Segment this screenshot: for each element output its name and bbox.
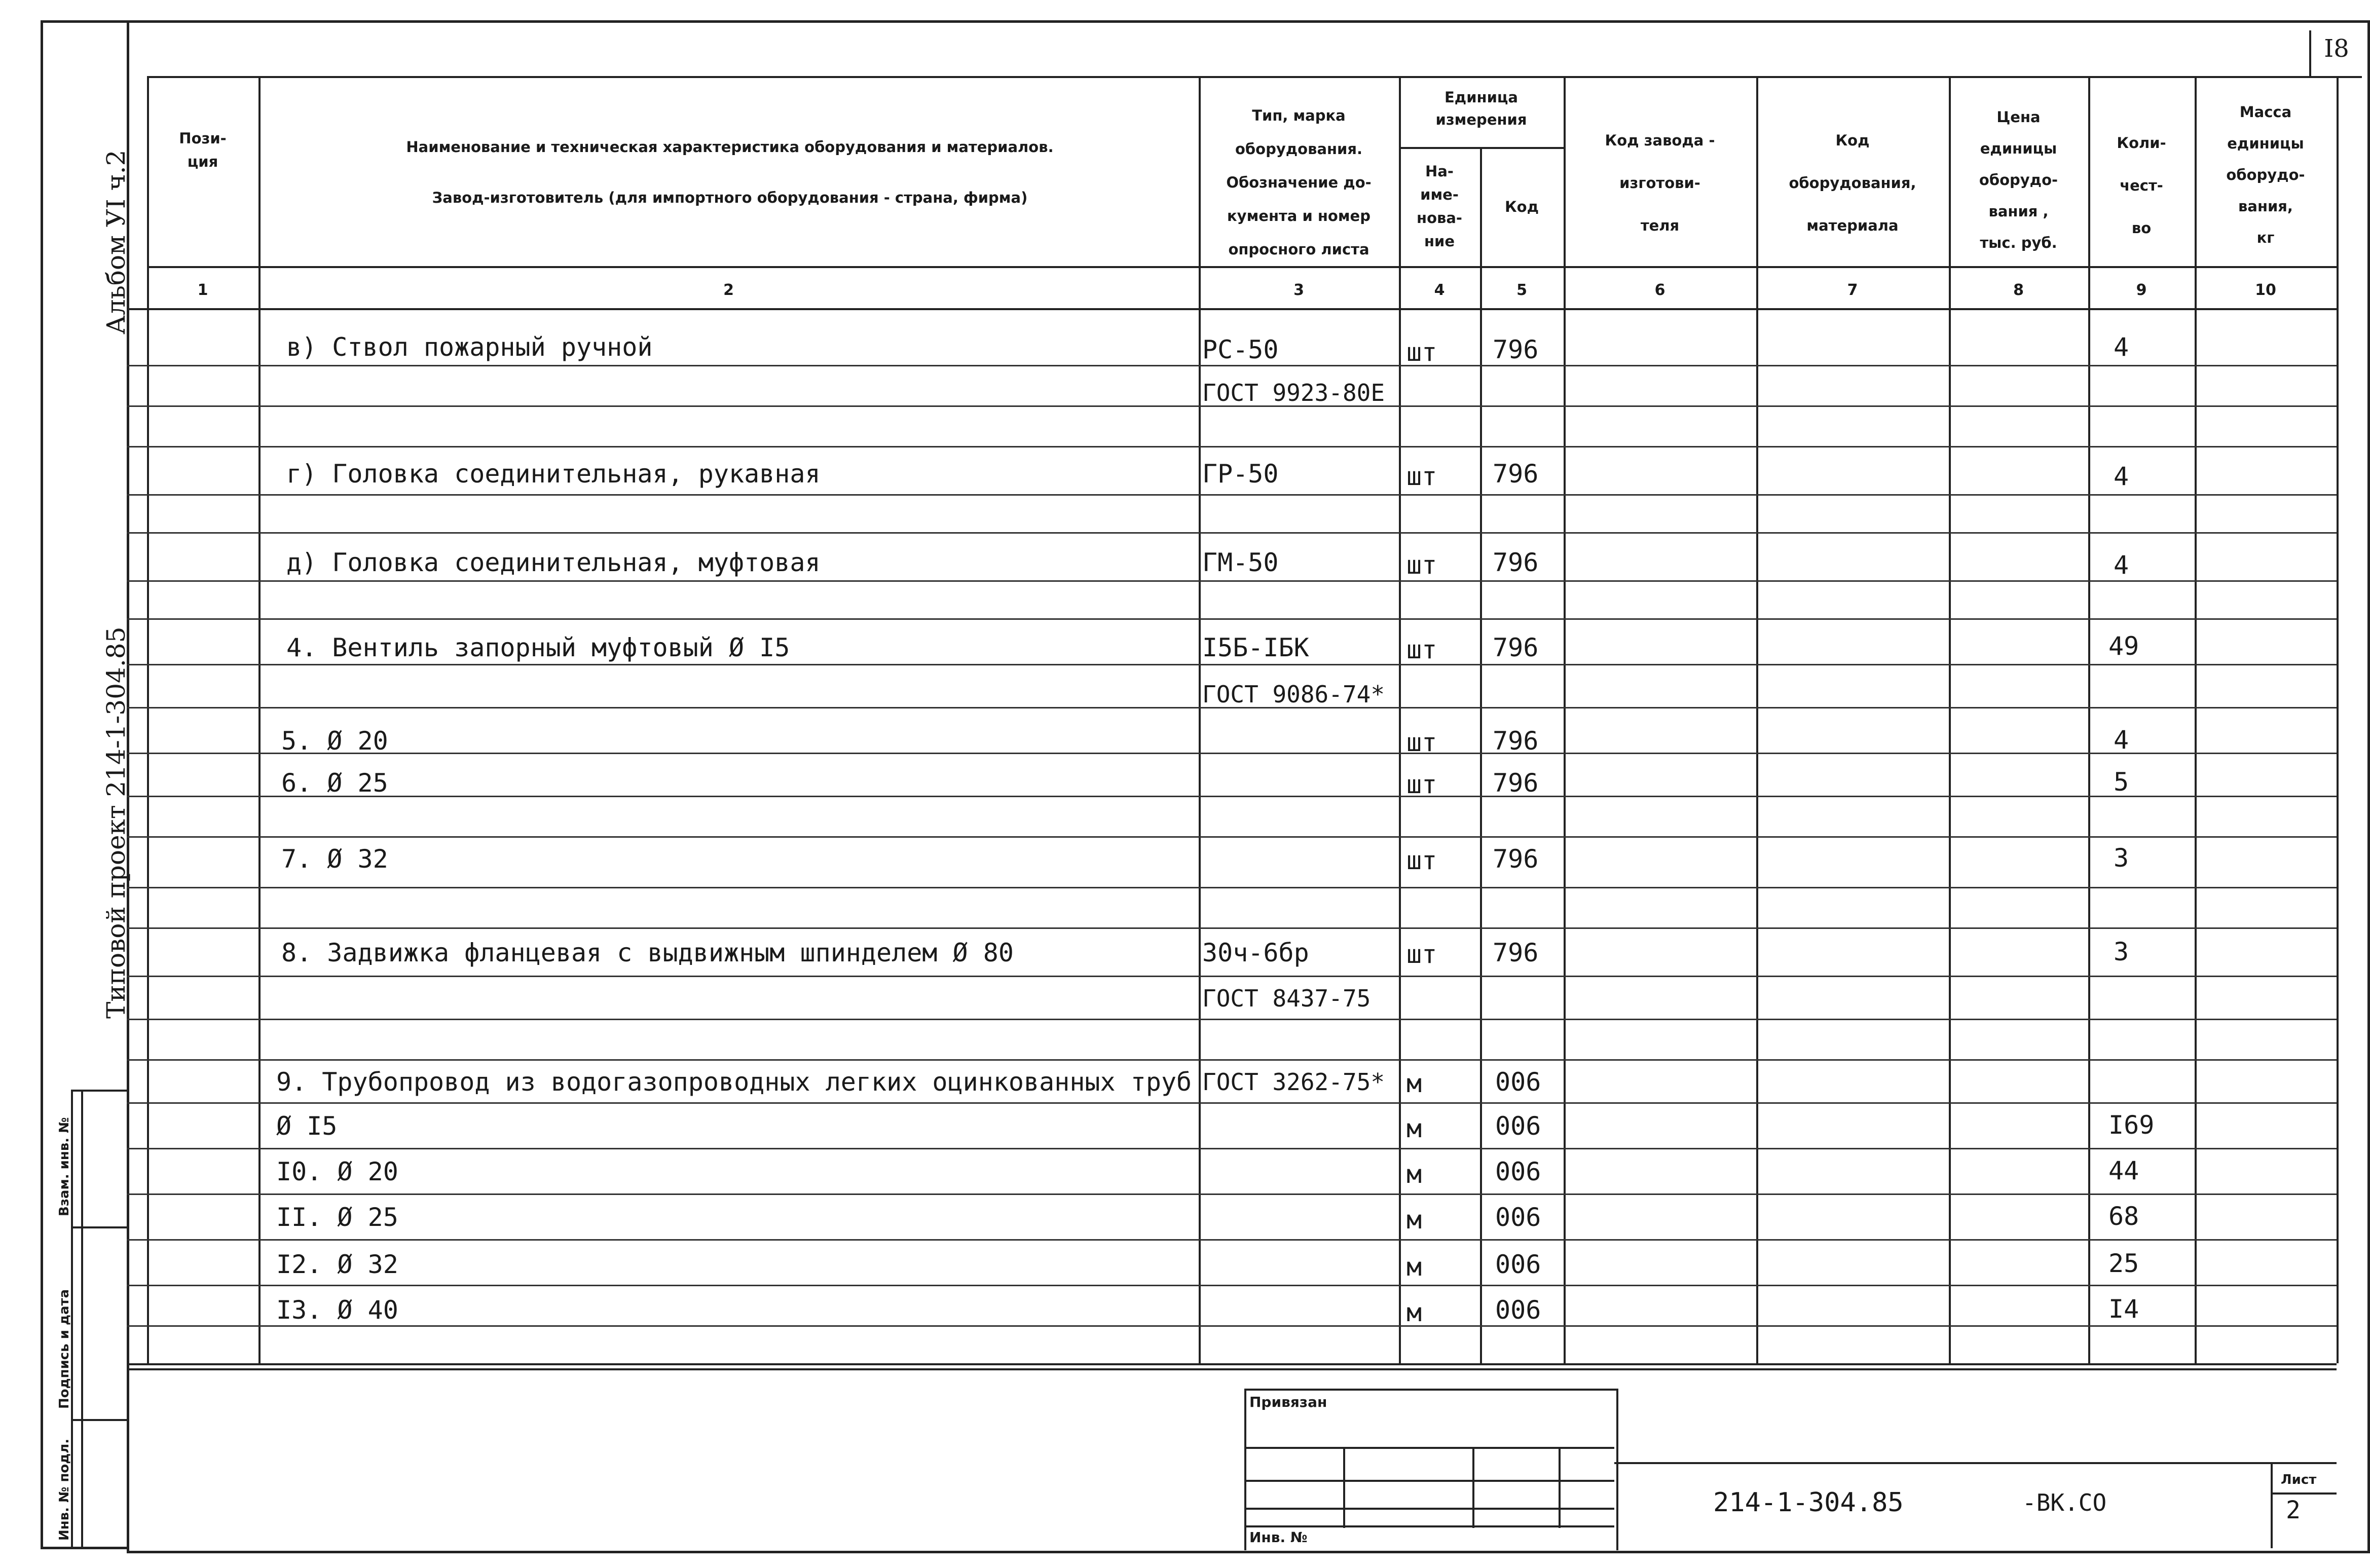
row-code: 006 [1495, 1295, 1541, 1325]
row-type: I5Б-IБК [1202, 633, 1309, 662]
row-rule [127, 1325, 2337, 1327]
row-qty: I69 [2108, 1110, 2155, 1140]
title-block-top [1614, 1462, 2337, 1464]
col-line-2 [1199, 76, 1201, 1363]
header-name: Наименование и техническая характеристика оборудования и материалов. Завод-изготовитель (для импортного оборудования - страна, фирма) [406, 138, 1054, 206]
row-qty: 25 [2108, 1249, 2139, 1278]
row-name: I2. Ø 32 [276, 1250, 398, 1279]
row-name: I3. Ø 40 [276, 1295, 398, 1325]
col-line-5 [1564, 76, 1566, 1363]
title-block-sheet-rule [2271, 1492, 2337, 1495]
document-code: 214-1-304.85 [1713, 1487, 1904, 1518]
row-rule [127, 976, 2337, 977]
privyazan-vrule-3 [1559, 1447, 1561, 1528]
row-name: 5. Ø 20 [281, 726, 388, 756]
row-qty: 44 [2108, 1156, 2139, 1185]
colnum-5: 5 [1516, 281, 1527, 299]
row-qty: I4 [2108, 1294, 2139, 1324]
row-qty: 4 [2114, 550, 2129, 580]
row-unit: шт [1406, 846, 1437, 875]
row-name: 4. Вентиль запорный муфтовый Ø I5 [286, 633, 790, 662]
row-unit: м [1406, 1252, 1422, 1282]
row-qty: 68 [2108, 1202, 2139, 1231]
row-qty: 49 [2108, 631, 2139, 661]
stamp-inv-no: Инв. № подл. [57, 1438, 72, 1541]
stamp-col-divider [81, 1090, 83, 1548]
row-rule [127, 1193, 2337, 1195]
colnum-9: 9 [2136, 281, 2147, 299]
table-top-border [147, 76, 2337, 78]
row-code: 796 [1493, 335, 1539, 364]
colnum-bottom-border [127, 308, 2337, 310]
row-qty: 4 [2114, 725, 2129, 755]
sheet-label: Лист [2281, 1472, 2317, 1487]
colnum-10: 10 [2255, 281, 2276, 299]
row-qty: 5 [2114, 767, 2129, 797]
row-rule [127, 1059, 2337, 1061]
stamp-sep-2 [71, 1419, 129, 1421]
row-unit: шт [1406, 728, 1437, 757]
colnum-1: 1 [197, 281, 208, 299]
row-rule [127, 664, 2337, 665]
header-position: Пози- ция [179, 130, 227, 170]
col-line-right [2337, 76, 2339, 1363]
row-rule [127, 532, 2337, 534]
colnum-2: 2 [723, 281, 734, 299]
row-rule [127, 1102, 2337, 1104]
row-type: ГОСТ 3262-75* [1202, 1068, 1385, 1096]
side-label-album: Альбом УI ч.2 [101, 150, 131, 334]
header-unit-name: На- име- нова- ние [1417, 163, 1462, 250]
row-rule [127, 1148, 2337, 1149]
header-quantity: Коли- чест- во [2117, 134, 2166, 237]
header-type: Тип, марка оборудования. Обозначение до- кумента и номер опросного листа [1226, 107, 1372, 258]
row-code: 006 [1495, 1250, 1541, 1279]
row-rule [127, 887, 2337, 888]
header-mass: Масса единицы оборудо- вания, кг [2226, 103, 2305, 246]
row-rule [127, 446, 2337, 447]
col-line-1 [258, 76, 261, 1363]
row-unit: шт [1406, 770, 1437, 799]
row-unit: м [1406, 1069, 1422, 1098]
row-code: 796 [1493, 633, 1539, 662]
header-unit: Единица измерения [1435, 89, 1527, 128]
row-unit: шт [1406, 940, 1437, 969]
row-code: 796 [1493, 459, 1539, 489]
title-block-sheet-divider [2271, 1462, 2273, 1548]
row-name: 7. Ø 32 [281, 844, 388, 874]
stamp-signature-date: Подпись и дата [57, 1289, 72, 1409]
footer-top-rule [127, 1368, 2337, 1370]
row-name: Ø I5 [276, 1111, 338, 1141]
row-type: РС-50 [1202, 335, 1279, 364]
header-plant-code: Код завода - изготови- теля [1605, 132, 1715, 234]
row-code: 796 [1493, 548, 1539, 577]
row-name: в) Ствол пожарный ручной [286, 332, 653, 362]
row-rule [127, 796, 2337, 797]
row-type: ГОСТ 9086-74* [1202, 681, 1385, 708]
privyazan-vrule-1 [1343, 1447, 1345, 1528]
row-code: 006 [1495, 1157, 1541, 1186]
sheet-top-border [41, 20, 129, 23]
row-rule [127, 1239, 2337, 1241]
row-code: 006 [1495, 1111, 1541, 1141]
row-unit: м [1406, 1114, 1422, 1143]
row-qty: 3 [2114, 937, 2129, 966]
row-type: ГР-50 [1202, 459, 1279, 489]
row-name: 9. Трубопровод из водогазопроводных легких оцинкованных труб [276, 1067, 1192, 1097]
row-name: г) Головка соединительная, рукавная [286, 459, 821, 489]
privyazan-vrule-2 [1472, 1447, 1474, 1528]
col-line-7 [1949, 76, 1951, 1363]
colnum-3: 3 [1293, 281, 1304, 299]
row-name: II. Ø 25 [276, 1203, 398, 1232]
colnum-4: 4 [1434, 281, 1445, 299]
row-unit: шт [1406, 550, 1437, 580]
row-code: 796 [1493, 726, 1539, 756]
colnum-8: 8 [2013, 281, 2024, 299]
row-name: д) Головка соединительная, муфтовая [286, 548, 821, 577]
colnum-6: 6 [1654, 281, 1665, 299]
row-code: 796 [1493, 768, 1539, 798]
row-qty: 4 [2114, 462, 2129, 491]
row-rule [127, 618, 2337, 620]
colnum-7: 7 [1847, 281, 1858, 299]
row-rule [127, 753, 2337, 754]
col-line-9 [2195, 76, 2197, 1363]
row-code: 796 [1493, 938, 1539, 967]
row-rule [127, 1285, 2337, 1286]
col-line-left [147, 76, 149, 1363]
document-suffix: -ВК.СО [2022, 1489, 2107, 1516]
row-name: I0. Ø 20 [276, 1157, 398, 1186]
side-label-project: Типовой проект 214-1-304.85 [101, 626, 131, 1019]
col-line-4 [1480, 147, 1482, 1363]
row-rule [127, 1019, 2337, 1020]
sheet-value: 2 [2286, 1496, 2301, 1524]
header-bottom-border [147, 266, 2337, 268]
row-rule [127, 365, 2337, 366]
row-rule [127, 580, 2337, 582]
sheet-left-border [41, 20, 43, 1548]
inv-no-label: Инв. № [1249, 1529, 1308, 1546]
row-qty: 3 [2114, 843, 2129, 873]
header-price: Цена единицы оборудо- вания , тыс. руб. [1979, 108, 2058, 251]
row-unit: шт [1406, 462, 1437, 491]
row-qty: 4 [2114, 332, 2129, 362]
row-rule [127, 927, 2337, 929]
row-unit: м [1406, 1298, 1422, 1327]
row-code: 796 [1493, 844, 1539, 874]
sheet-number: I8 [2324, 34, 2349, 63]
table-bottom [127, 1363, 2337, 1365]
row-unit: м [1406, 1160, 1422, 1189]
row-type: ГОСТ 8437-75 [1202, 985, 1371, 1012]
header-equipment-code: Код оборудования, материала [1789, 132, 1916, 234]
row-name: 6. Ø 25 [281, 768, 388, 798]
row-code: 006 [1495, 1203, 1541, 1232]
sheet-bottom-border [41, 1547, 129, 1549]
row-code: 006 [1495, 1067, 1541, 1097]
header-unit-code: Код [1504, 198, 1539, 215]
row-type: ГМ-50 [1202, 548, 1279, 577]
col-line-6 [1756, 76, 1758, 1363]
stamp-sep-1 [71, 1226, 129, 1228]
stamp-top [71, 1090, 129, 1092]
stamp-replaced-inv: Взам. инв. № [57, 1117, 72, 1216]
row-unit: м [1406, 1205, 1422, 1235]
row-rule [127, 494, 2337, 496]
row-name: 8. Задвижка фланцевая с выдвижным шпинделем Ø 80 [281, 938, 1014, 967]
row-rule [127, 836, 2337, 838]
col-line-3 [1399, 76, 1401, 1363]
row-type: ГОСТ 9923-80Е [1202, 379, 1385, 406]
row-unit: шт [1406, 635, 1437, 664]
row-unit: шт [1406, 338, 1437, 367]
privyazan-label: Привязан [1249, 1394, 1327, 1410]
col-line-8 [2088, 76, 2090, 1363]
row-type: 30ч-6бр [1202, 938, 1309, 967]
